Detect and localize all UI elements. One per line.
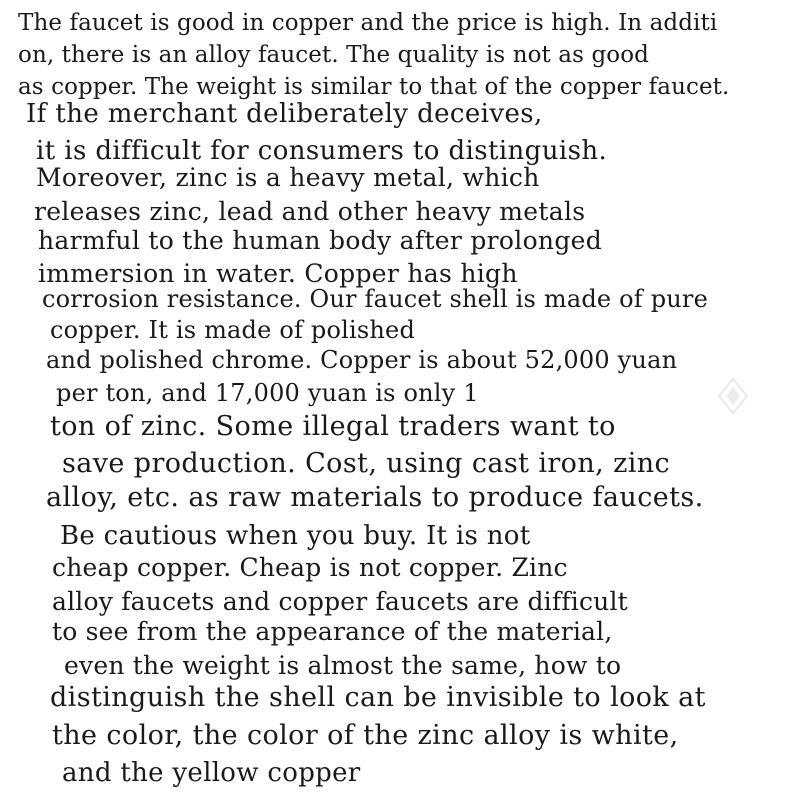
text-line: copper. It is made of polished [50,316,416,344]
text-line: it is difficult for consumers to distinguish. [36,136,608,166]
text-line: per ton, and 17,000 yuan is only 1 [56,379,479,407]
text-line: the color, the color of the zinc alloy is white, [52,720,679,751]
text-line: corrosion resistance. Our faucet shell is made of pure [42,285,709,313]
text-line: cheap copper. Cheap is not copper. Zinc [52,553,568,582]
text-line: alloy, etc. as raw materials to produce faucets. [46,482,704,513]
text-line: and the yellow copper [62,758,361,788]
text-line: on, there is an alloy faucet. The quality is not as good [18,42,649,68]
text-line: immersion in water. Copper has high [38,259,518,288]
text-line: save production. Cost, using cast iron, zinc [62,448,671,479]
text-line: If the merchant deliberately deceives, [26,99,543,129]
text-line: even the weight is almost the same, how to [64,651,622,680]
text-line: and polished chrome. Copper is about 52,000 yuan [46,346,678,374]
text-line: to see from the appearance of the material, [52,617,613,646]
text-line: as copper. The weight is similar to that of the copper faucet. [18,74,730,100]
text-line: Moreover, zinc is a heavy metal, which [36,163,540,192]
text-line: ton of zinc. Some illegal traders want to [50,411,616,442]
text-line: The faucet is good in copper and the price is high. In additi [18,10,718,36]
text-line: harmful to the human body after prolonged [38,226,603,255]
text-line: alloy faucets and copper faucets are difficult [52,587,628,616]
text-line: Be cautious when you buy. It is not [60,521,531,551]
faint-diamond-logo-icon [716,377,750,415]
text-line: distinguish the shell can be invisible to look at [50,682,706,713]
text-line: releases zinc, lead and other heavy metals [34,197,586,226]
